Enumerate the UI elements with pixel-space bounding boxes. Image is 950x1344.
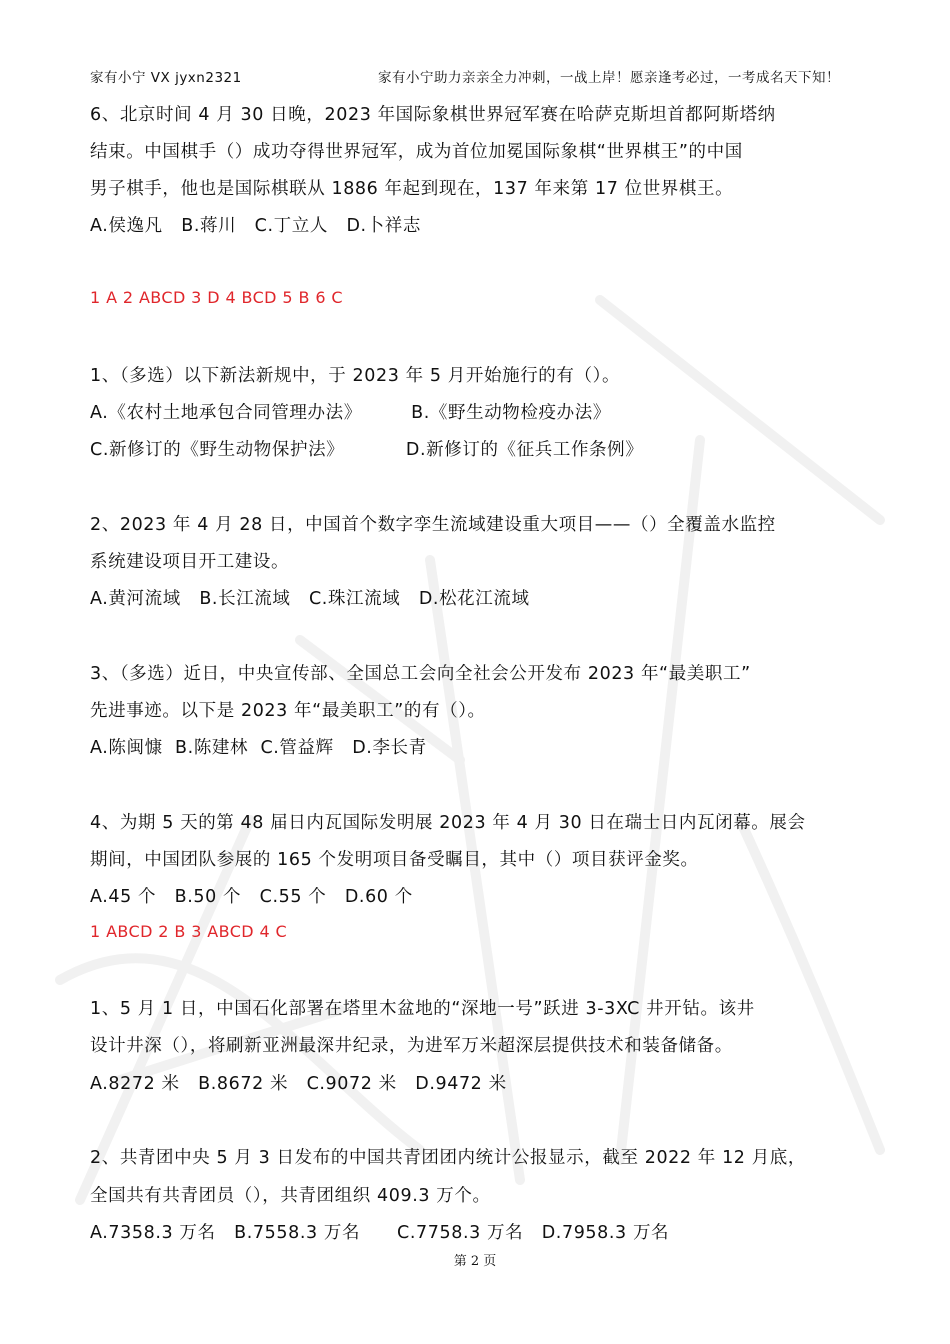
- text-line: 1、（多选）以下新法新规中，于 2023 年 5 月开始施行的有（）。: [90, 366, 621, 386]
- text-line: 男子棋手，他也是国际棋联从 1886 年起到现在，137 年来第 17 位世界棋王。: [90, 179, 734, 199]
- text-line: 2、共青团中央 5 月 3 日发布的中国共青团团内统计公报显示，截至 2022 年 12 月底，: [90, 1148, 807, 1168]
- option-line: A.45 个 B.50 个 C.55 个 D.60 个: [90, 887, 413, 907]
- text-line: 系统建设项目开工建设。: [90, 552, 290, 572]
- text-line: 3、（多选）近日，中央宣传部、全国总工会向全社会公开发布 2023 年“最美职工”: [90, 664, 751, 684]
- option-line: C.新修订的《野生动物保护法》 D.新修订的《征兵工作条例》: [90, 440, 644, 460]
- answer-key: 1 A 2 ABCD 3 D 4 BCD 5 B 6 C: [90, 288, 343, 307]
- option-line: A.《农村土地承包合同管理办法》 B.《野生动物检疫办法》: [90, 403, 611, 423]
- text-line: 1、5 月 1 日，中国石化部署在塔里木盆地的“深地一号”跃进 3-3XC 井开钻。该井: [90, 999, 755, 1019]
- text-line: 全国共有共青团员（），共青团组织 409.3 万个。: [90, 1186, 491, 1206]
- option-line: A.侯逸凡 B.蒋川 C.丁立人 D.卜祥志: [90, 216, 421, 236]
- text-line: 结束。中国棋手（）成功夺得世界冠军，成为首位加冕国际象棋“世界棋王”的中国: [90, 142, 743, 162]
- option-line: A.黄河流域 B.长江流域 C.珠江流域 D.松花江流域: [90, 589, 530, 609]
- text-line: 2、2023 年 4 月 28 日，中国首个数字孪生流域建设重大项目——（）全覆盖水监控: [90, 515, 776, 535]
- option-line: A.陈闽慷 B.陈建林 C.管益辉 D.李长青: [90, 738, 427, 758]
- header-right: 家有小宁助力亲亲全力冲刺，一战上岸！愿亲逢考必过，一考成名天下知！: [378, 70, 840, 86]
- text-line: 期间，中国团队参展的 165 个发明项目备受瞩目，其中（）项目获评金奖。: [90, 850, 699, 870]
- text-line: 先进事迹。以下是 2023 年“最美职工”的有（）。: [90, 701, 486, 721]
- text-line: 6、北京时间 4 月 30 日晚，2023 年国际象棋世界冠军赛在哈萨克斯坦首都阿斯塔纳: [90, 105, 776, 125]
- option-line: A.8272 米 B.8672 米 C.9072 米 D.9472 米: [90, 1074, 507, 1094]
- text-line: 4、为期 5 天的第 48 届日内瓦国际发明展 2023 年 4 月 30 日在瑞士日内瓦闭幕。展会: [90, 813, 806, 833]
- text-line: 设计井深（），将刷新亚洲最深井纪录，为进军万米超深层提供技术和装备储备。: [90, 1036, 733, 1056]
- answer-key: 1 ABCD 2 B 3 ABCD 4 C: [90, 922, 288, 941]
- page-number: 第 2 页: [453, 1254, 497, 1269]
- header-left: 家有小宁 VX jyxn2321: [90, 70, 242, 86]
- option-line: A.7358.3 万名 B.7558.3 万名 C.7758.3 万名 D.7958.3 万名: [90, 1223, 670, 1243]
